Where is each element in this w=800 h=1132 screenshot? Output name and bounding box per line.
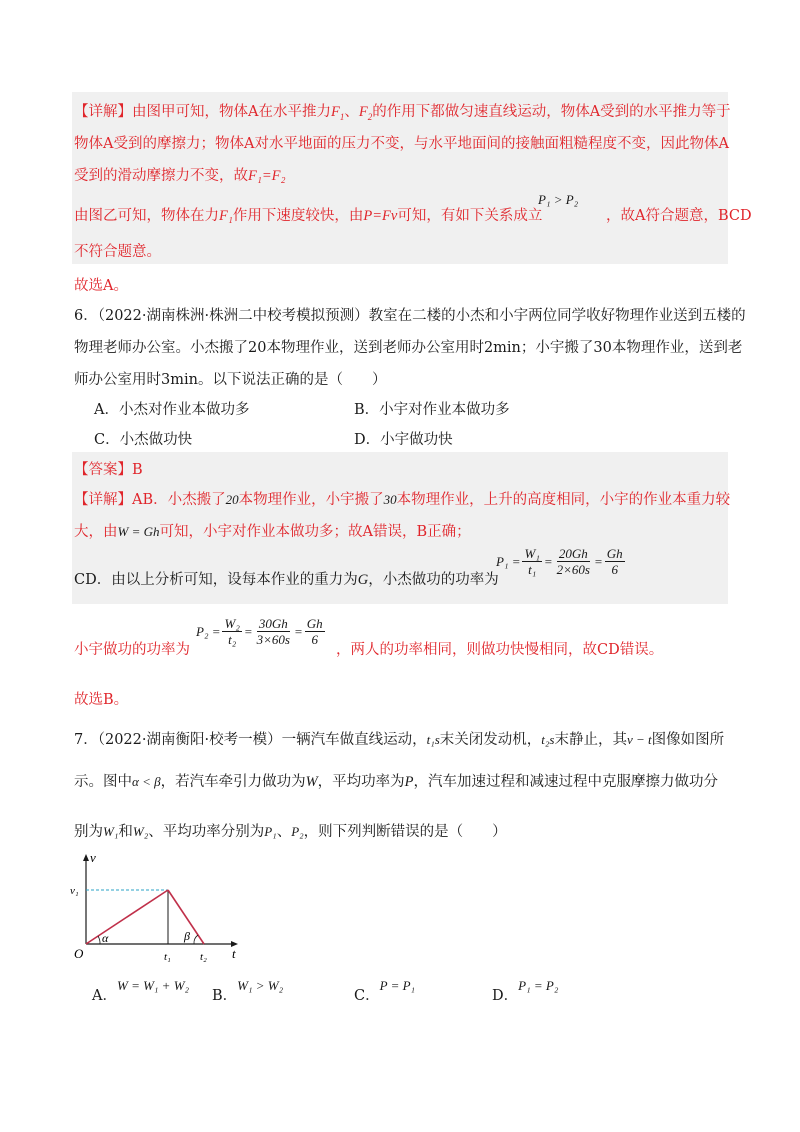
q6-detail-line4-tail: ，两人的功率相同，则做功快慢相同，故CD错误。 <box>336 642 664 658</box>
q5-detail-line2: 物体A受到的摩擦力；物体A对水平地面的压力不变，与水平地面间的接触面粗糙程度不变，因此物体A <box>74 136 729 152</box>
q6-option-d[interactable]: D．小宇做功快 <box>354 432 453 448</box>
y-axis-label: v <box>90 852 96 865</box>
q6-choice: 故选B。 <box>74 692 129 708</box>
y-axis-arrow <box>83 854 89 861</box>
beta-label: β <box>184 929 190 943</box>
q6-stem-line2: 物理老师办公室。小杰搬了20本物理作业，送到老师办公室用时2min；小宇搬了30本物理作业，送到老 <box>74 340 743 356</box>
q6-stem-line3: 师办公室用时3min。以下说法正确的是（ ） <box>74 372 387 388</box>
q7-option-d[interactable]: D．P₁ = P₂ <box>492 978 559 1004</box>
q5-detail-line5: 不符合题意。 <box>74 244 161 260</box>
q7-stem-line1: 7．（2022·湖南衡阳·校考一模）一辆汽车做直线运动，t₁s末关闭发动机，t₂s末静止，其v − t图像如图所 <box>74 732 725 748</box>
q6-answer-label: 【答案】B <box>74 462 143 478</box>
t1-label: t₁ <box>164 951 171 963</box>
q6-detail-line3: CD．由以上分析可知，设每本作业的重力为G，小杰做功的功率为 <box>74 572 499 588</box>
x-axis-label: t <box>232 946 236 961</box>
q5-detail-line4: 由图乙可知，物体在力F₁作用下速度较快，由P=Fv可知，有如下关系成立 <box>74 208 543 224</box>
beta-arc <box>194 935 198 944</box>
q7-stem-line2: 示。图中α < β，若汽车牵引力做功为W，平均功率为P，汽车加速过程和减速过程中克服摩擦力做功分 <box>74 774 719 790</box>
q5-detail-line4-tail: ，故A符合题意，BCD <box>606 208 752 224</box>
q5-detail-line1: 【详解】由图甲可知，物体A在水平推力$F_1$、$F_2$的作用下都做匀速直线运动，物体A受到的水平推力等于 <box>74 104 731 122</box>
q6-stem-line1: 6．（2022·湖南株洲·株洲二中校考模拟预测）教室在二楼的小杰和小宇两位同学收好物理作业送到五楼的 <box>74 308 746 324</box>
q6-detail-line4: 小宇做功的功率为 <box>74 642 190 658</box>
q6-detail-line1: 【详解】AB．小杰搬了20本物理作业，小宇搬了30本物理作业，上升的高度相同，小宇的作业本重力较 <box>74 492 731 508</box>
t2-label: t₂ <box>200 951 207 963</box>
q7-option-b[interactable]: B．W₁ > W₂ <box>212 978 284 1004</box>
q5-choice: 故选A。 <box>74 278 128 294</box>
q7-stem-line3: 别为W₁和W₂、平均功率分别为P₁、P₂，则下列判断错误的是（ ） <box>74 824 507 840</box>
q5-detail-line3: 受到的滑动摩擦力不变，故F₁=F₂ <box>74 168 286 184</box>
q6-formula-p2: P₂ = $\frac{\text{W₂}}{\text{t₂}}$ = $\frac{30Gh}{3\times 60s}$ = $\frac{Gh}{6}$ <box>196 616 323 647</box>
q7-option-c[interactable]: C．P = P₁ <box>354 978 416 1004</box>
q6-formula-p1: P₁ = $\frac{\text{W₁}}{\text{t₁}}$ = $\frac{20Gh}{2\times 60s}$ = $\frac{Gh}{6}$ <box>496 546 623 577</box>
v1-label: v₁ <box>70 885 79 897</box>
alpha-arc <box>98 936 100 944</box>
q6-option-b[interactable]: B．小宇对作业本做功多 <box>354 402 510 418</box>
q6-detail-line2: 大，由W = Gh可知，小宇对作业本做功多；故A错误，B正确； <box>74 524 471 540</box>
q6-option-c[interactable]: C．小杰做功快 <box>94 432 193 448</box>
q5-formula-p1-gt-p2: P₁ > P₂ <box>538 192 579 207</box>
alpha-label: α <box>102 931 109 945</box>
q7-option-a[interactable]: A．W = W₁ + W₂ <box>92 978 190 1004</box>
origin-label: O <box>74 946 84 961</box>
q6-option-a[interactable]: A．小杰对作业本做功多 <box>94 402 250 418</box>
q7-vt-graph <box>70 852 250 964</box>
